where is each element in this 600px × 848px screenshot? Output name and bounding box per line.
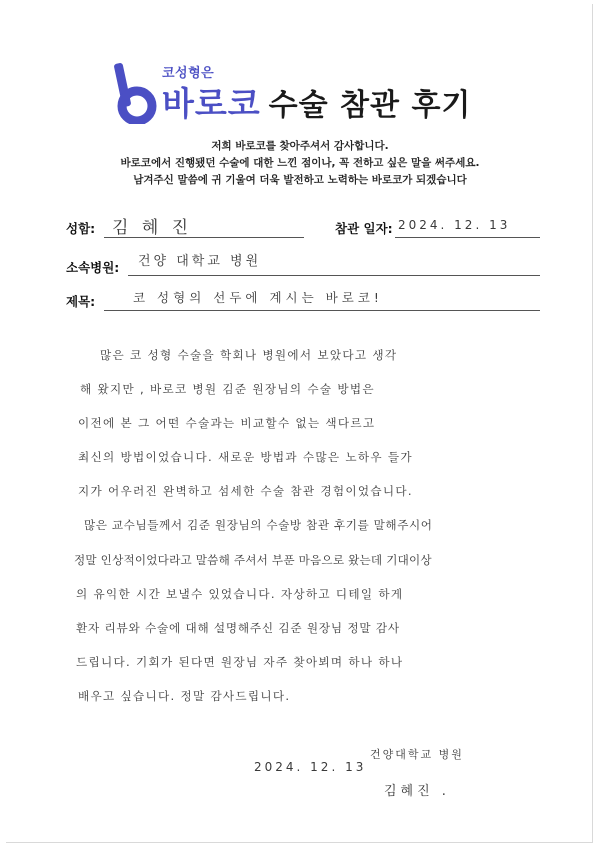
body-line: 최신의 방법이었습니다. 새로운 방법과 수많은 노하우 들가 <box>78 450 413 465</box>
date-value: 2024. 12. 13 <box>398 218 511 232</box>
intro-text <box>0 138 600 189</box>
title-text: 수술 참관 후기 <box>268 88 472 123</box>
intro-line-1: 저희 바로코를 찾아주셔서 감사합니다. <box>211 140 389 152</box>
date-label: 참관 일자: <box>335 221 393 236</box>
page-title <box>162 78 471 125</box>
title-value: 코 성형의 선두에 계시는 바로코! <box>133 290 383 305</box>
intro-line-3: 남겨주신 말씀에 귀 기울여 더욱 발전하고 노력하는 바로코가 되겠습니다 <box>133 174 467 186</box>
body-line: 지가 어우러진 완벽하고 섬세한 수술 참관 경험이었습니다. <box>78 484 413 499</box>
name-label: 성함: <box>66 221 96 236</box>
body-line: 이전에 본 그 어떤 수술과는 비교할수 없는 색다르고 <box>78 416 376 431</box>
body-line: 환자 리뷰와 수술에 대해 설명해주신 김준 원장님 정말 감사 <box>76 620 400 635</box>
hospital-underline <box>128 275 540 276</box>
hospital-label: 소속병원: <box>66 260 120 275</box>
title-label: 제목: <box>66 294 96 309</box>
signature-hospital: 건양대학교 병원 <box>370 748 464 761</box>
date-underline <box>395 237 540 238</box>
review-body <box>74 338 574 713</box>
baroco-logo-icon <box>112 60 158 124</box>
signature-date: 2024. 12. 13 <box>254 760 367 774</box>
body-line: 드립니다. 기회가 된다면 원장님 자주 찾아뵈며 하나 하나 <box>76 654 404 669</box>
body-line: 배우고 싶습니다. 정말 감사드립니다. <box>78 688 291 703</box>
body-line: 의 유익한 시간 보낼수 있었습니다. 자상하고 디테일 하게 <box>76 586 404 601</box>
body-line: 해 왔지만 , 바로코 병원 김준 원장님의 수술 방법은 <box>80 382 375 397</box>
body-line: 많은 코 성형 수술을 학회나 병원에서 보았다고 생각 <box>100 348 398 362</box>
signature-name: 김혜진 . <box>384 784 450 799</box>
name-value: 김 혜 진 <box>112 218 193 238</box>
brand-name: 바로코 <box>162 84 261 123</box>
title-underline <box>104 310 540 311</box>
intro-line-2: 바로코에서 진행됐던 수술에 대한 느낀 점이나, 꼭 전하고 싶은 말을 써주세요. <box>120 157 480 169</box>
body-line: 많은 교수님들께서 김준 원장님의 수술방 참관 후기를 말해주시어 <box>84 518 433 533</box>
hospital-value: 건양 대학교 병원 <box>138 254 262 269</box>
brand-tagline: 코성형은 <box>162 66 215 81</box>
body-line: 정말 인상적이었다라고 말씀해 주셔서 부푼 마음으로 왔는데 기대이상 <box>74 552 432 567</box>
